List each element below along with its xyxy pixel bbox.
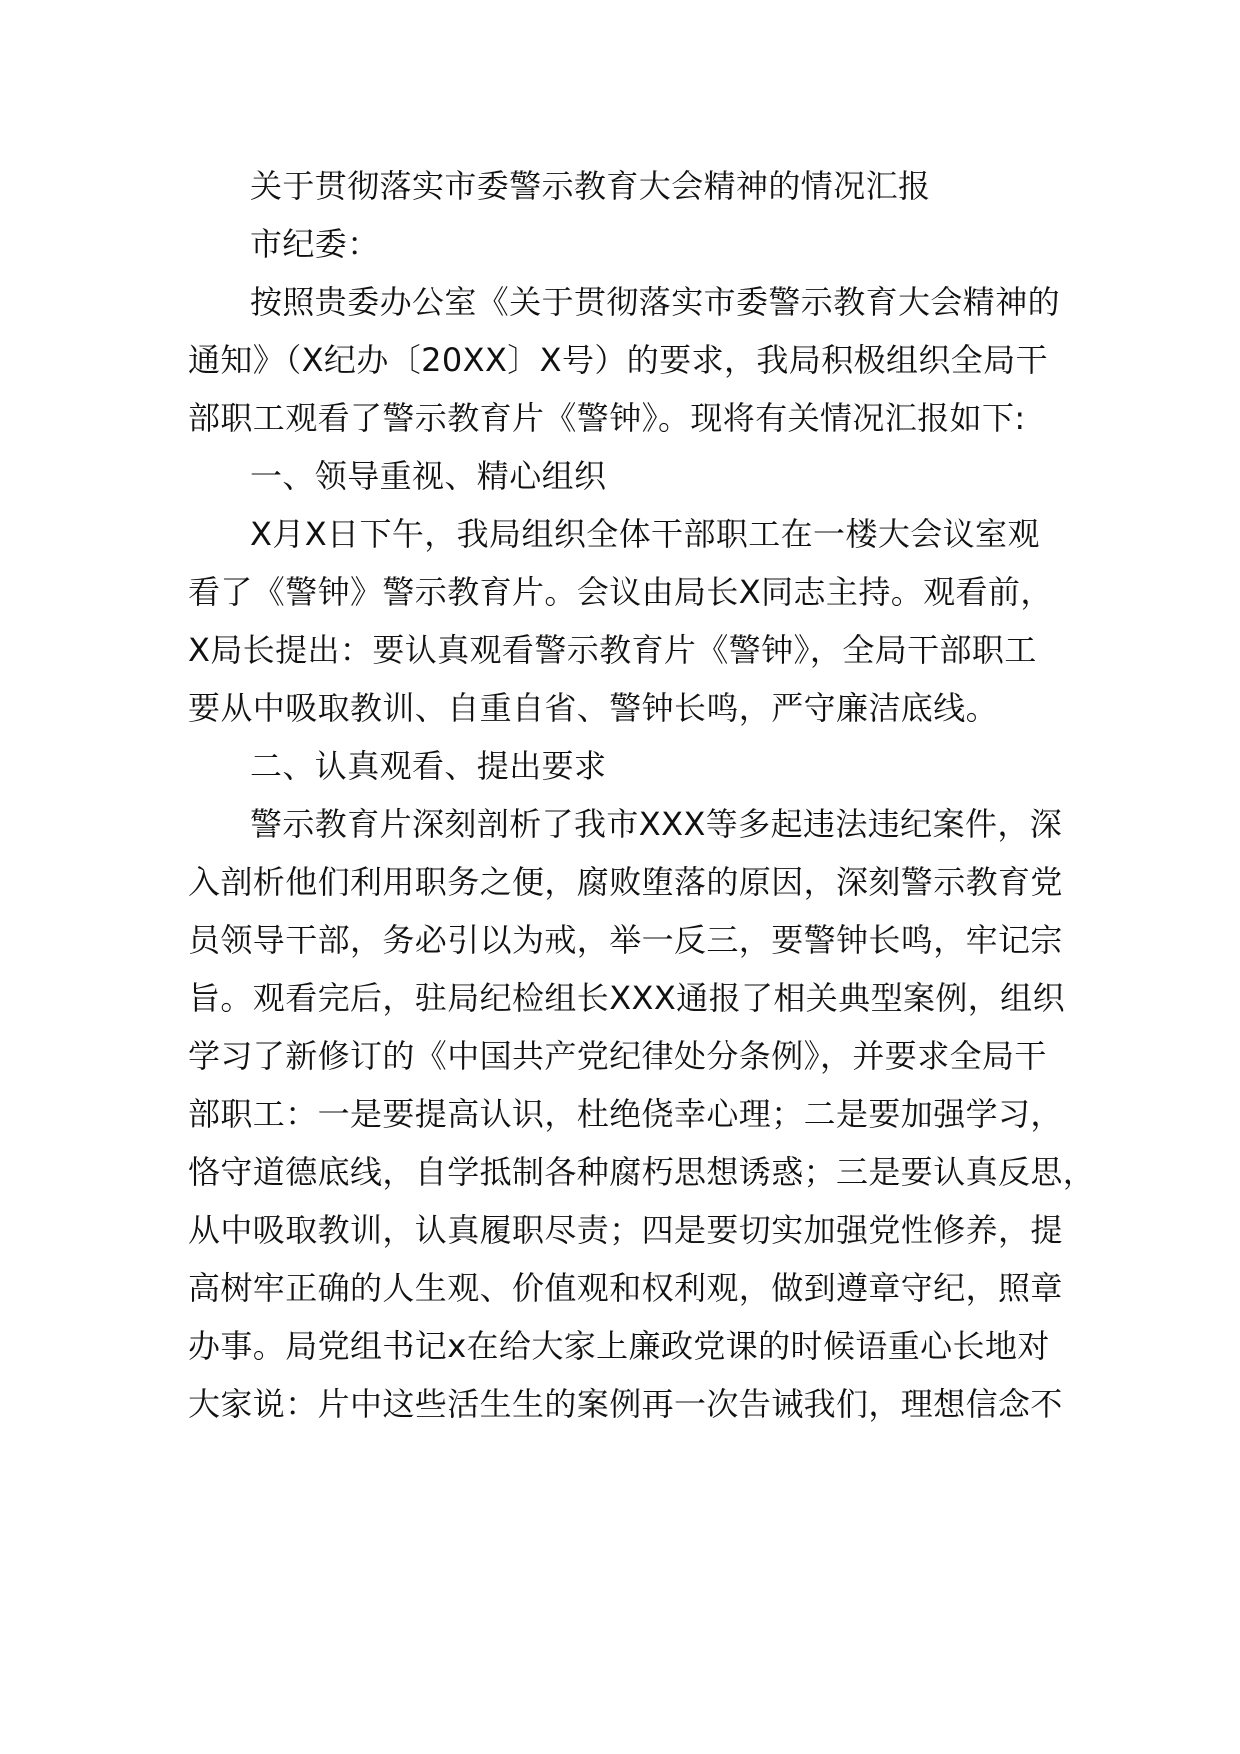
paragraph-line: 看了《警钟》警示教育片。会议由局长X同志主持。观看前， — [188, 573, 1053, 611]
paragraph-line: 入剖析他们利用职务之便，腐败堕落的原因，深刻警示教育党 — [188, 863, 1063, 901]
paragraph-line: 警示教育片深刻剖析了我市XXX等多起违法违纪案件，深 — [250, 805, 1063, 843]
section-heading: 二、认真观看、提出要求 — [250, 747, 607, 785]
paragraph-line: 按照贵委办公室《关于贯彻落实市委警示教育大会精神的 — [250, 283, 1061, 321]
paragraph-line: 要从中吸取教训、自重自省、警钟长鸣，严守廉洁底线。 — [188, 689, 999, 727]
paragraph-line: 办事。局党组书记x在给大家上廉政党课的时候语重心长地对 — [188, 1327, 1050, 1365]
salutation: 市纪委： — [250, 225, 380, 263]
section-heading: 一、领导重视、精心组织 — [250, 457, 607, 495]
paragraph-line: 旨。观看完后，驻局纪检组长XXX通报了相关典型案例，组织 — [188, 979, 1065, 1017]
paragraph-line: 恪守道德底线，自学抵制各种腐朽思想诱惑；三是要认真反思， — [188, 1153, 1096, 1191]
paragraph-line: 员领导干部，务必引以为戒，举一反三，要警钟长鸣，牢记宗 — [188, 921, 1063, 959]
paragraph-line: 从中吸取教训，认真履职尽责；四是要切实加强党性修养，提 — [188, 1211, 1063, 1249]
paragraph-line: X月X日下午，我局组织全体干部职工在一楼大会议室观 — [250, 515, 1040, 553]
paragraph-line: 部职工观看了警示教育片《警钟》。现将有关情况汇报如下: — [188, 399, 1026, 437]
paragraph-line: 学习了新修订的《中国共产党纪律处分条例》，并要求全局干 — [188, 1037, 1047, 1075]
paragraph-line: X局长提出：要认真观看警示教育片《警钟》，全局干部职工 — [188, 631, 1037, 669]
paragraph-line: 大家说：片中这些活生生的案例再一次告诫我们，理想信念不 — [188, 1385, 1063, 1423]
paragraph-line: 高树牢正确的人生观、价值观和权利观，做到遵章守纪，照章 — [188, 1269, 1063, 1307]
document-title: 关于贯彻落实市委警示教育大会精神的情况汇报 — [250, 167, 931, 205]
paragraph-line: 通知》（X纪办〔20XX〕X号）的要求，我局积极组织全局干 — [188, 341, 1049, 379]
paragraph-line: 部职工：一是要提高认识，杜绝侥幸心理；二是要加强学习， — [188, 1095, 1063, 1133]
